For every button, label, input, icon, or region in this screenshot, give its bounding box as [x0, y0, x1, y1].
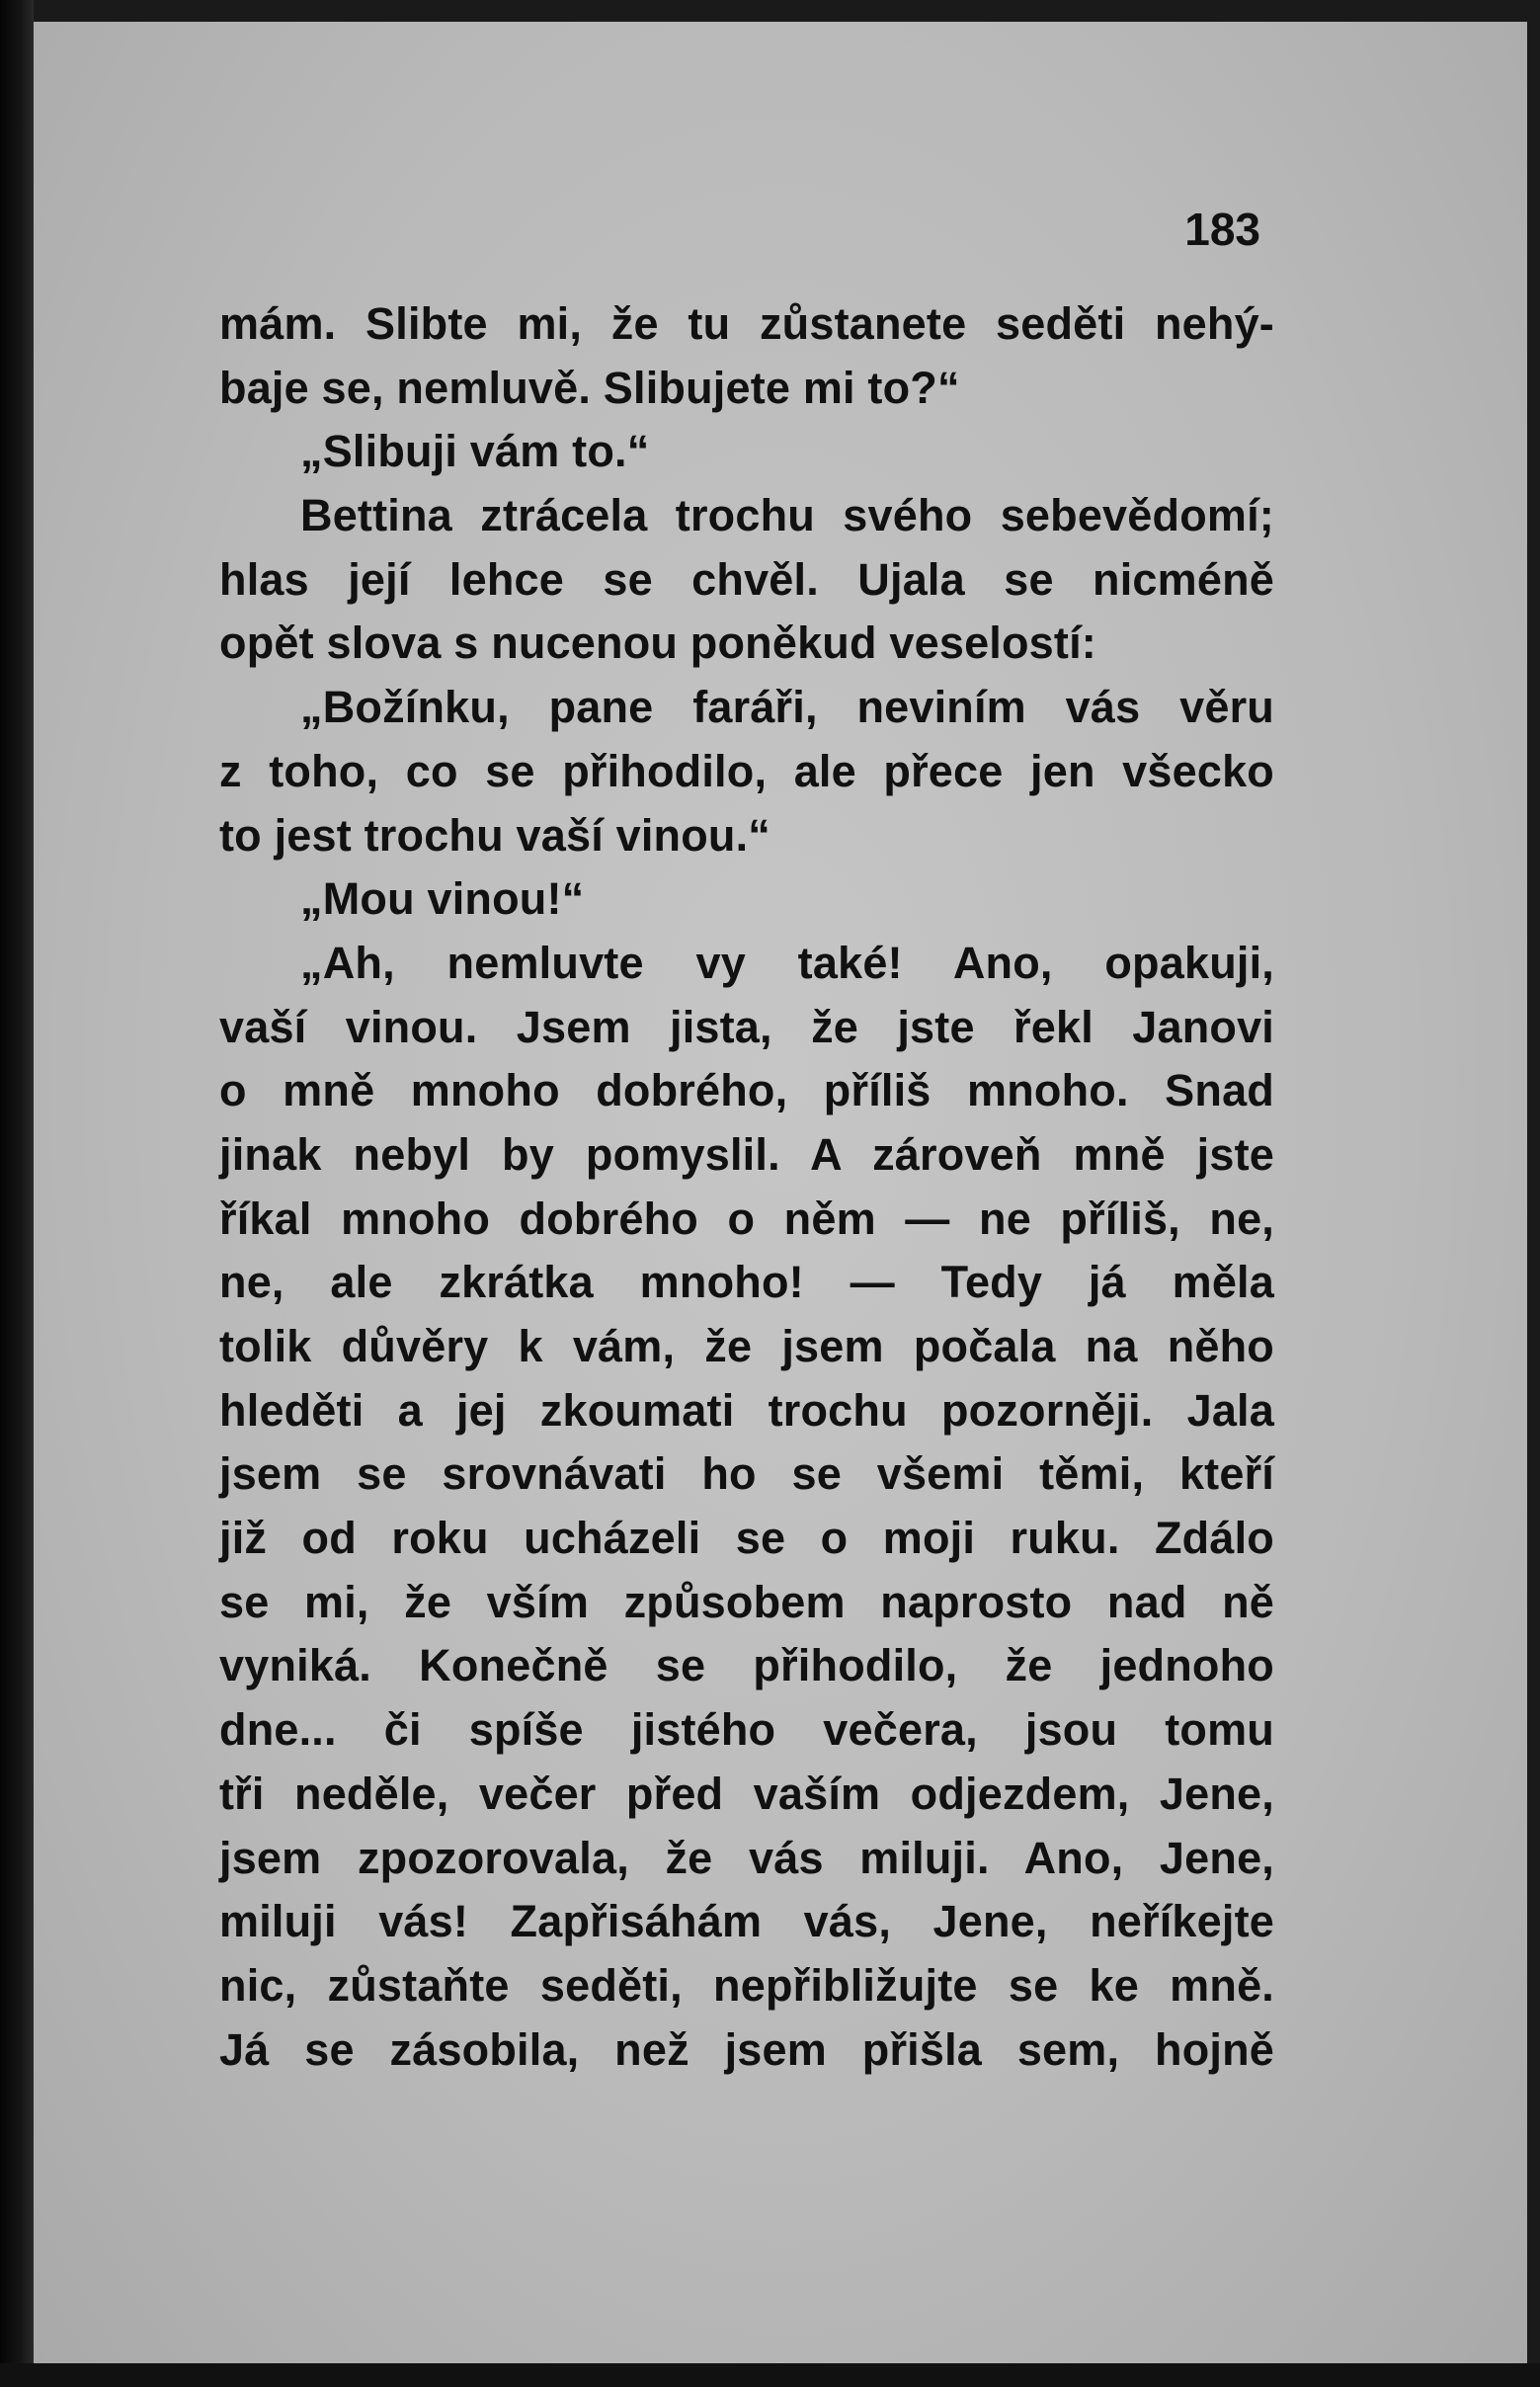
- text-line: tolik důvěry k vám, že jsem počala na něho: [219, 1321, 1274, 1371]
- text-line: „Mou vinou!“: [300, 873, 585, 925]
- text-line: hleděti a jej zkoumati trochu pozorněji. Jala: [219, 1384, 1274, 1436]
- text-line: baje se, nemluvě. Slibujete mi to?“: [219, 362, 960, 413]
- page-bottom-edge: [0, 2363, 1540, 2387]
- text-line: jinak nebyl by pomyslil. A zároveň mně jste: [219, 1128, 1274, 1180]
- body-text: [219, 292, 1274, 2082]
- text-line: „Slibuji vám to.“: [300, 426, 650, 477]
- text-line: již od roku ucházeli se o moji ruku. Zdálo: [219, 1513, 1274, 1564]
- text-line: tři neděle, večer před vaším odjezdem, Jene,: [219, 1768, 1274, 1819]
- text-line: se mi, že vším způsobem naprosto nad ně: [219, 1576, 1274, 1627]
- text-line: z toho, co se přihodilo, ale přece jen všecko: [219, 745, 1274, 796]
- text-line: vaší vinou. Jsem jista, že jste řekl Janovi: [219, 1001, 1274, 1052]
- text-line: Bettina ztrácela trochu svého sebevědomí;: [300, 490, 1274, 541]
- text-line: opět slova s nucenou poněkud veselostí:: [219, 617, 1096, 669]
- text-line: miluji vás! Zapřisáhám vás, Jene, neříkejte: [219, 1896, 1274, 1947]
- text-line: dne... či spíše jistého večera, jsou tomu: [219, 1704, 1274, 1756]
- text-line: „Ah, nemluvte vy také! Ano, opakuji,: [300, 937, 1274, 988]
- text-line: to jest trochu vaší vinou.“: [219, 809, 770, 861]
- book-spine: [0, 0, 34, 2387]
- text-line: Já se zásobila, než jsem přišla sem, hojně: [219, 2023, 1274, 2075]
- text-line: mám. Slibte mi, že tu zůstanete seděti nehý-: [219, 298, 1274, 349]
- text-line: říkal mnoho dobrého o něm — ne příliš, ne,: [219, 1193, 1274, 1244]
- text-line: jsem se srovnávati ho se všemi těmi, kteří: [219, 1448, 1274, 1500]
- text-line: ne, ale zkrátka mnoho! — Tedy já měla: [219, 1257, 1274, 1308]
- text-line: hlas její lehce se chvěl. Ujala se nicméně: [219, 553, 1274, 605]
- text-line: vyniká. Konečně se přihodilo, že jednoho: [219, 1640, 1274, 1691]
- text-line: nic, zůstaňte seděti, nepřibližujte se ke mně.: [219, 1959, 1274, 2011]
- text-line: jsem zpozorovala, že vás miluji. Ano, Jene,: [219, 1832, 1274, 1883]
- text-line: „Božínku, pane faráři, neviním vás věru: [300, 682, 1274, 733]
- page-number: 183: [1184, 204, 1260, 255]
- text-line: o mně mnoho dobrého, příliš mnoho. Snad: [219, 1065, 1274, 1116]
